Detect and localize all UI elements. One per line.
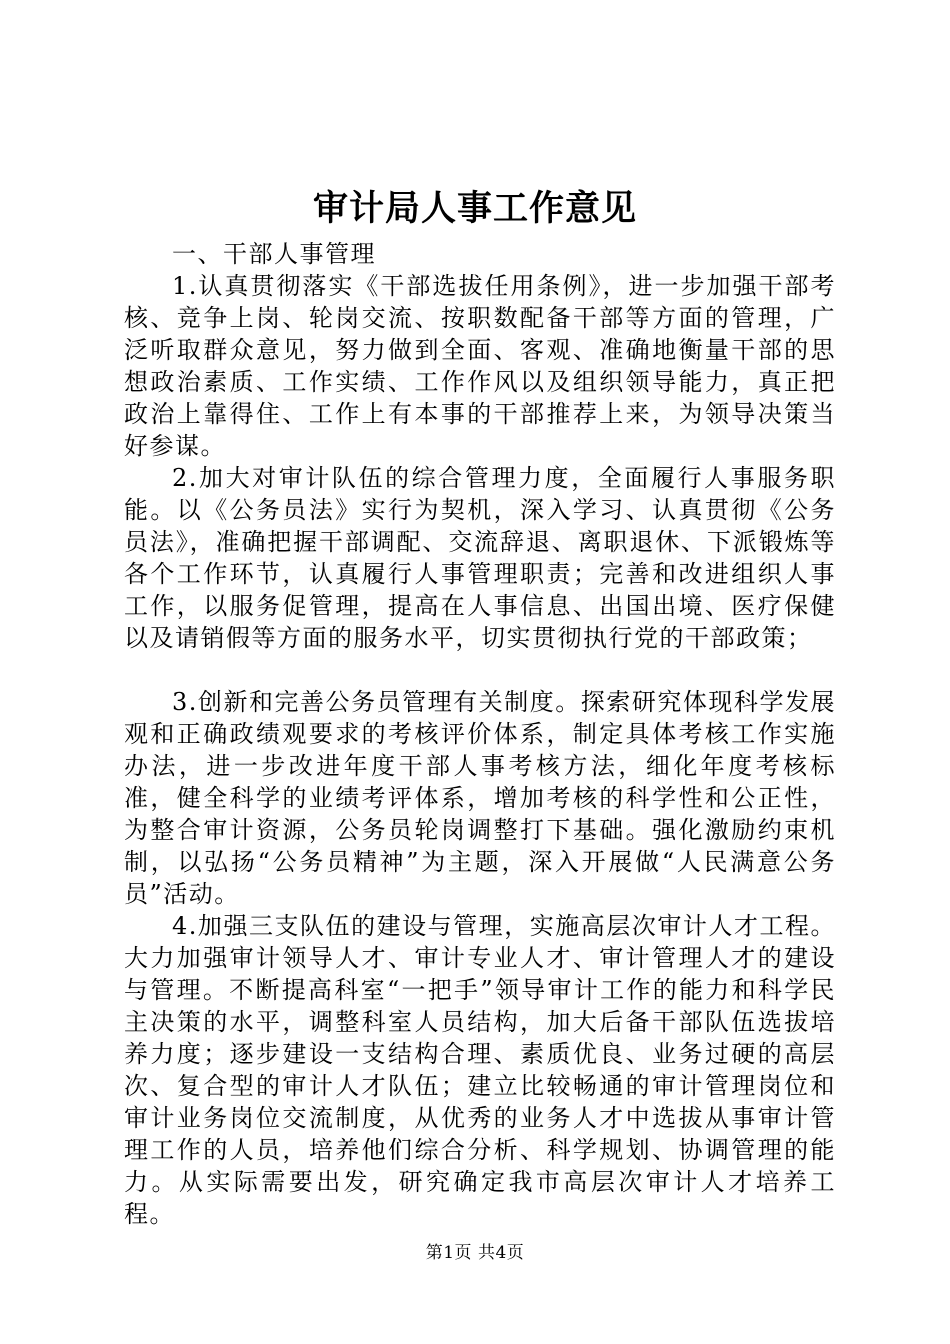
document-title: 审计局人事工作意见 <box>312 188 637 229</box>
page-footer: 第1页 共4页 <box>425 1243 525 1263</box>
paragraph-item-2: 2.加大对审计队伍的综合管理力度，全面履行人事服务职能。以《公务员法》实行为契机，深入学习、认真贯彻《公务员法》，准确把握干部调配、交流辞退、离职退休、下派锻炼等各个工作环节，认真履行人事管理职责；完善和改进组织人事工作，以服务促管理，提高在人事信息、出国出境、医疗保健以及请销假等方面的服务水平，切实贯彻执行党的干部政策； <box>124 464 836 652</box>
section-heading-cadre-management: 一、干部人事管理 <box>172 240 376 268</box>
document-body <box>124 238 836 1230</box>
paragraph-item-4: 4.加强三支队伍的建设与管理，实施高层次审计人才工程。大力加强审计领导人才、审计专业人才、审计管理人才的建设与管理。不断提高科室“一把手”领导审计工作的能力和科学民主决策的水平，调整科室人员结构，加大后备干部队伍选拔培养力度；逐步建设一支结构合理、素质优良、业务过硬的高层次、复合型的审计人才队伍；建立比较畅通的审计管理岗位和审计业务岗位交流制度，从优秀的业务人才中选拔从事审计管理工作的人员，培养他们综合分析、科学规划、协调管理的能力。从实际需要出发，研究确定我市高层次审计人才培养工程。 <box>124 912 836 1228</box>
paragraph-item-1: 1.认真贯彻落实《干部选拔任用条例》，进一步加强干部考核、竞争上岗、轮岗交流、按职数配备干部等方面的管理，广泛听取群众意见，努力做到全面、客观、准确地衡量干部的思想政治素质、工作实绩、工作作风以及组织领导能力，真正把政治上靠得住、工作上有本事的干部推荐上来，为领导决策当好参谋。 <box>124 272 836 460</box>
paragraph-item-3: 3.创新和完善公务员管理有关制度。探索研究体现科学发展观和正确政绩观要求的考核评价体系，制定具体考核工作实施办法，进一步改进年度干部人事考核方法，细化年度考核标准，健全科学的业绩考评体系，增加考核的科学性和公正性，为整合审计资源，公务员轮岗调整打下基础。强化激励约束机制，以弘扬“公务员精神”为主题，深入开展做“人民满意公务员”活动。 <box>124 688 836 908</box>
